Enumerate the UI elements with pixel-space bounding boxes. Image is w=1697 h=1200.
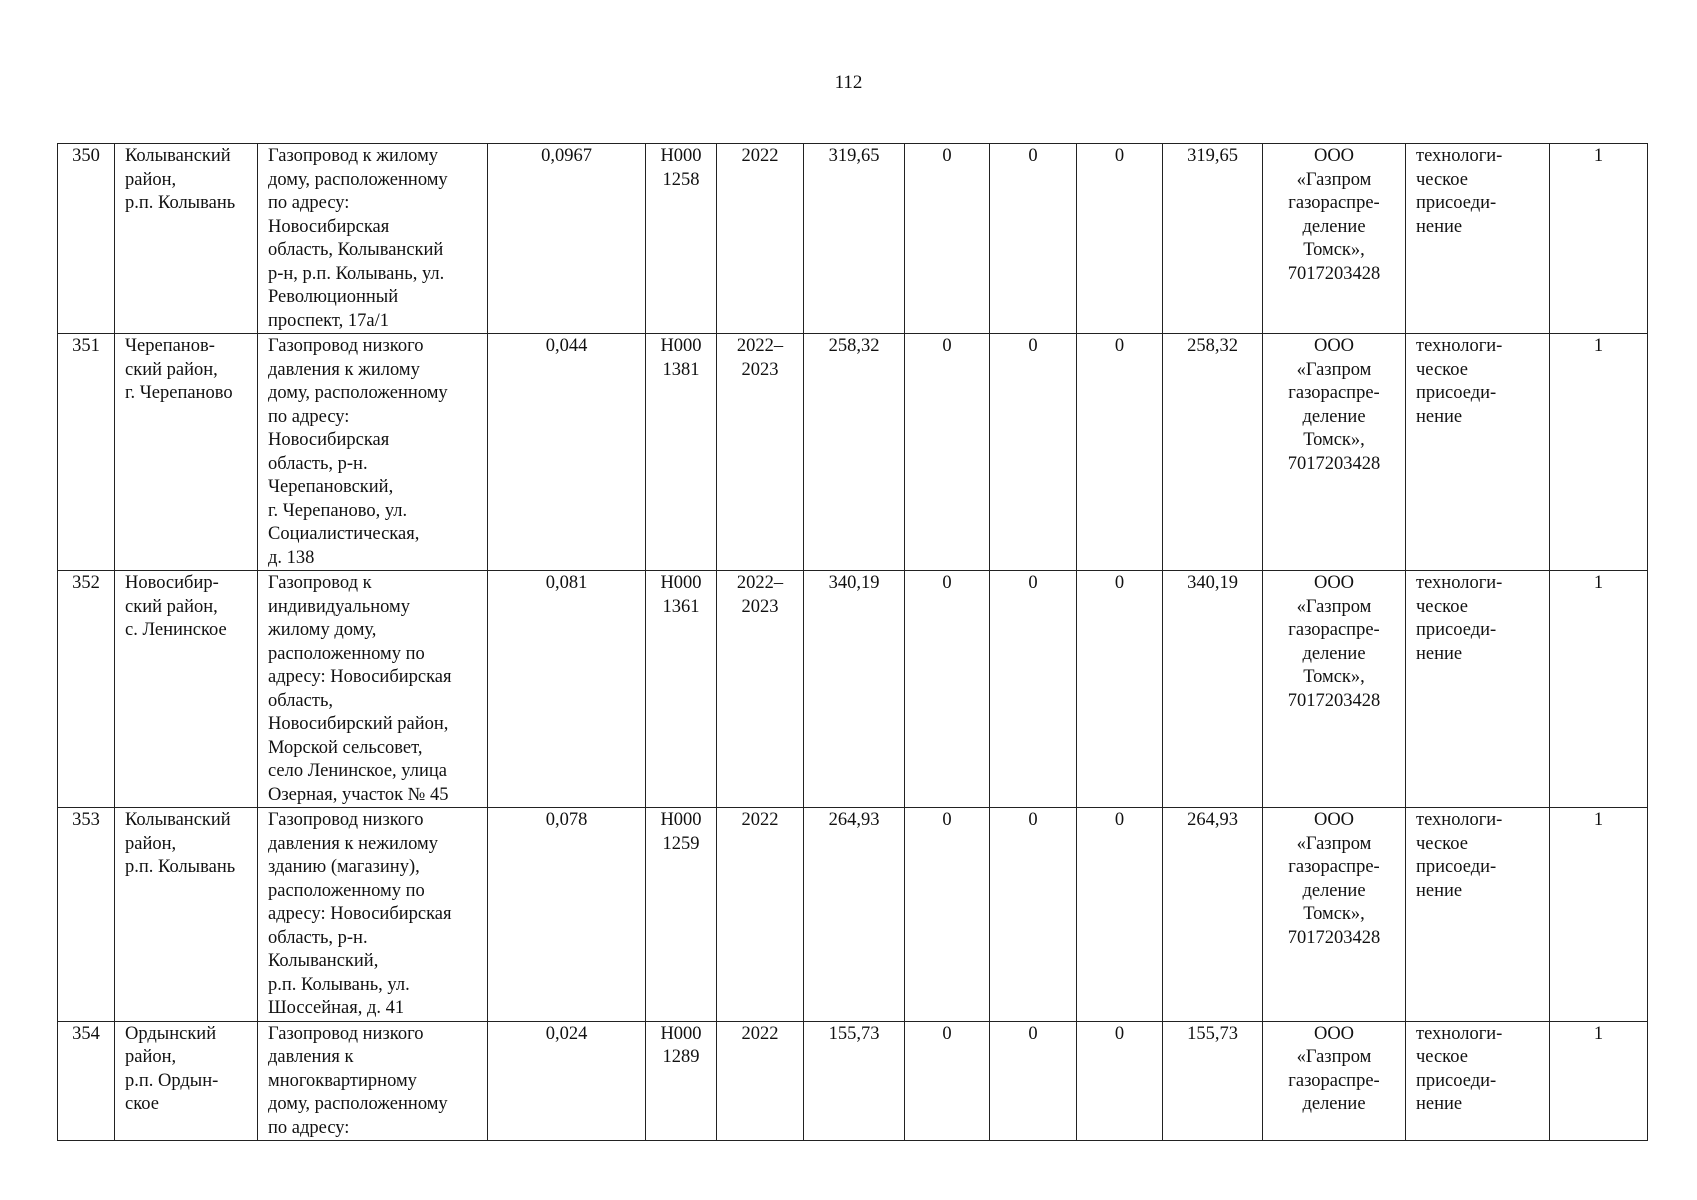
cell-purpose-line: технологи- [1416,810,1503,830]
cell-district-line: г. Черепаново [125,383,233,403]
cell-value-3: 0 [1077,334,1163,571]
cell-length: 0,0967 [488,144,646,334]
cell-cost-total: 340,19 [804,571,905,808]
cell-organization-line: деление [1302,406,1366,427]
cell-code-line: 1361 [662,596,700,617]
cell-description-line: проспект, 17а/1 [268,310,389,331]
cell-district [115,334,258,571]
data-table [57,143,1648,1141]
cell-purpose-line: присоеди- [1416,193,1497,213]
cell-cost-final: 340,19 [1163,571,1263,808]
cell-description-line: область, [268,690,334,711]
cell-district-line: ский район, [125,359,218,380]
cell-purpose-line: нение [1416,880,1463,901]
cell-organization [1263,144,1406,334]
cell-years-line: 2022 [741,1023,779,1044]
cell-description-line: область, р-н. [268,927,368,948]
cell-description-line: жилому дому, [268,620,377,640]
cell-number: 350 [58,144,115,334]
cell-organization-line: деление [1302,643,1366,664]
cell-purpose [1406,144,1550,334]
cell-district-line: р.п. Ордын- [125,1070,219,1091]
cell-district-line: ский район, [125,596,218,617]
cell-description-line: область, Колыванский [268,240,444,260]
cell-purpose-line: присоеди- [1416,383,1497,403]
cell-count: 1 [1550,1021,1648,1141]
cell-cost-final: 155,73 [1163,1021,1263,1141]
cell-code-line: Н000 [660,336,702,356]
cell-district [115,808,258,1022]
cell-purpose-line: нение [1416,406,1463,427]
cell-description-line: Газопровод низкого [268,336,424,356]
cell-cost-final: 319,65 [1163,144,1263,334]
cell-description [258,1021,488,1141]
cell-value-3: 0 [1077,144,1163,334]
cell-description-line: Газопровод низкого [268,1023,424,1044]
cell-description-line: по адресу: [268,406,350,427]
cell-purpose-line: ческое [1416,359,1468,380]
cell-description-line: давления к нежилому [268,833,438,854]
cell-value-3: 0 [1077,571,1163,808]
cell-code [646,144,717,334]
cell-organization-line: газораспре- [1288,857,1380,877]
cell-description-line: Новосибирская [268,216,390,237]
cell-organization-line: ООО [1313,573,1355,593]
cell-description-line: расположенному по [268,880,425,901]
cell-description [258,144,488,334]
cell-code-line: 1259 [662,833,700,854]
cell-description-line: р-н, р.п. Колывань, ул. [268,263,445,284]
cell-organization-line: газораспре- [1288,193,1380,213]
cell-organization-line: деление [1302,880,1366,901]
cell-organization-line: деление [1302,1094,1366,1114]
cell-number: 351 [58,334,115,571]
cell-purpose [1406,334,1550,571]
cell-purpose-line: нение [1416,1094,1463,1114]
cell-organization-line: газораспре- [1288,620,1380,640]
cell-description-line: Газопровод к [268,573,372,593]
cell-organization-line: «Газпром [1296,359,1372,380]
cell-cost-final: 258,32 [1163,334,1263,571]
cell-code-line: Н000 [660,146,702,166]
cell-years [717,808,804,1022]
cell-number: 354 [58,1021,115,1141]
cell-purpose-line: технологи- [1416,146,1503,166]
cell-district-line: Ордынский [125,1023,217,1044]
cell-cost-total: 258,32 [804,334,905,571]
cell-organization-line: 7017203428 [1287,263,1381,284]
cell-description [258,808,488,1022]
cell-code-line: Н000 [660,573,702,593]
cell-years [717,334,804,571]
table-row [58,571,1648,808]
cell-code [646,334,717,571]
cell-description-line: по адресу: [268,193,350,213]
cell-organization-line: ООО [1313,810,1355,830]
table-row [58,808,1648,1022]
cell-value-1: 0 [905,571,990,808]
cell-value-2: 0 [990,571,1077,808]
cell-description-line: Морской сельсовет, [268,737,423,758]
cell-description-line: Газопровод низкого [268,810,424,830]
cell-code [646,1021,717,1141]
cell-organization-line: газораспре- [1288,383,1380,403]
cell-value-1: 0 [905,1021,990,1141]
cell-organization-line: Томск», [1303,667,1365,687]
cell-district-line: район, [125,833,177,854]
cell-years-line: 2023 [741,596,779,617]
cell-description-line: р.п. Колывань, ул. [268,974,410,995]
cell-organization-line: «Газпром [1296,169,1372,190]
cell-purpose-line: ческое [1416,833,1468,854]
cell-years-line: 2022– [736,336,784,356]
cell-description-line: по адресу: [268,1117,350,1138]
cell-value-3: 0 [1077,808,1163,1022]
cell-purpose-line: технологи- [1416,573,1503,593]
cell-value-3: 0 [1077,1021,1163,1141]
cell-years-line: 2022– [736,573,784,593]
cell-organization-line: «Газпром [1296,833,1372,854]
cell-description-line: давления к жилому [268,359,420,380]
table-row [58,334,1648,571]
cell-purpose-line: нение [1416,216,1463,237]
cell-organization [1263,571,1406,808]
cell-organization [1263,1021,1406,1141]
cell-district-line: Новосибир- [125,573,219,593]
cell-code-line: 1381 [662,359,700,380]
cell-organization-line: ООО [1313,146,1355,166]
cell-description-line: Колыванский, [268,951,379,971]
cell-description-line: дому, расположенному [268,169,448,190]
cell-purpose [1406,808,1550,1022]
cell-length: 0,081 [488,571,646,808]
cell-description-line: Новосибирская [268,430,390,450]
cell-description-line: многоквартирному [268,1070,417,1091]
table-row [58,144,1648,334]
cell-district [115,1021,258,1141]
cell-code [646,808,717,1022]
cell-description-line: расположенному по [268,643,425,664]
cell-organization [1263,808,1406,1022]
cell-organization-line: 7017203428 [1287,927,1381,948]
cell-value-2: 0 [990,334,1077,571]
cell-value-2: 0 [990,1021,1077,1141]
cell-purpose-line: присоеди- [1416,857,1497,877]
cell-purpose-line: ческое [1416,596,1468,617]
cell-code-line: Н000 [660,1023,702,1044]
cell-purpose [1406,571,1550,808]
cell-district-line: Колыванский [125,146,231,166]
page-number: 112 [834,72,863,93]
cell-count: 1 [1550,334,1648,571]
cell-description-line: Озерная, участок № 45 [268,784,449,805]
cell-number: 352 [58,571,115,808]
cell-cost-final: 264,93 [1163,808,1263,1022]
cell-count: 1 [1550,144,1648,334]
cell-years [717,144,804,334]
cell-organization-line: деление [1302,216,1366,237]
cell-purpose-line: нение [1416,643,1463,664]
cell-district-line: район, [125,1047,177,1067]
cell-description-line: давления к [268,1047,354,1067]
cell-district-line: Колыванский [125,810,231,830]
cell-length: 0,024 [488,1021,646,1141]
cell-count: 1 [1550,808,1648,1022]
cell-purpose-line: присоеди- [1416,620,1497,640]
cell-cost-total: 264,93 [804,808,905,1022]
cell-cost-total: 155,73 [804,1021,905,1141]
cell-purpose-line: ческое [1416,1047,1468,1067]
cell-description-line: Новосибирский район, [268,714,449,734]
cell-code [646,571,717,808]
cell-value-2: 0 [990,144,1077,334]
cell-description-line: индивидуальному [268,596,410,617]
cell-count: 1 [1550,571,1648,808]
cell-length: 0,044 [488,334,646,571]
cell-organization-line: Томск», [1303,240,1365,260]
cell-years-line: 2023 [741,359,779,380]
cell-district-line: с. Ленинское [125,620,227,640]
cell-description-line: село Ленинское, улица [268,761,447,781]
cell-value-1: 0 [905,334,990,571]
cell-years-line: 2022 [741,146,779,166]
cell-description-line: Социалистическая, [268,524,420,544]
cell-description-line: область, р-н. [268,453,368,474]
cell-description-line: Черепановский, [268,477,394,497]
cell-description-line: дому, расположенному [268,1094,448,1114]
table-body [58,144,1648,1141]
cell-description-line: Революционный [268,287,399,307]
cell-purpose-line: технологи- [1416,336,1503,356]
cell-years [717,1021,804,1141]
cell-description-line: Шоссейная, д. 41 [268,998,405,1018]
cell-description [258,334,488,571]
cell-value-1: 0 [905,144,990,334]
cell-district-line: ское [125,1094,159,1114]
cell-description-line: зданию (магазину), [268,857,420,877]
cell-organization-line: 7017203428 [1287,690,1381,711]
cell-years-line: 2022 [741,810,779,830]
cell-description-line: д. 138 [268,547,315,568]
cell-description-line: адресу: Новосибирская [268,667,452,687]
cell-organization-line: «Газпром [1296,1047,1372,1067]
cell-code-line: Н000 [660,810,702,830]
cell-length: 0,078 [488,808,646,1022]
cell-code-line: 1289 [662,1047,700,1067]
cell-number: 353 [58,808,115,1022]
cell-description-line: г. Черепаново, ул. [268,500,408,521]
cell-description-line: дому, расположенному [268,383,448,403]
cell-purpose-line: технологи- [1416,1023,1503,1044]
cell-years [717,571,804,808]
table-row [58,1021,1648,1141]
cell-cost-total: 319,65 [804,144,905,334]
cell-organization-line: «Газпром [1296,596,1372,617]
cell-organization-line: Томск», [1303,904,1365,924]
cell-organization-line: 7017203428 [1287,453,1381,474]
cell-organization-line: газораспре- [1288,1070,1380,1091]
cell-district-line: р.п. Колывань [125,857,236,877]
cell-description-line: Газопровод к жилому [268,146,439,166]
cell-district [115,144,258,334]
cell-organization-line: ООО [1313,1023,1355,1044]
cell-district-line: район, [125,169,177,190]
cell-description [258,571,488,808]
cell-value-1: 0 [905,808,990,1022]
cell-purpose-line: присоеди- [1416,1070,1497,1091]
cell-district-line: р.п. Колывань [125,193,236,213]
cell-district-line: Черепанов- [125,336,215,356]
cell-district [115,571,258,808]
cell-organization [1263,334,1406,571]
cell-organization-line: Томск», [1303,430,1365,450]
cell-organization-line: ООО [1313,336,1355,356]
cell-description-line: адресу: Новосибирская [268,904,452,924]
cell-code-line: 1258 [662,169,700,190]
cell-purpose-line: ческое [1416,169,1468,190]
cell-purpose [1406,1021,1550,1141]
cell-value-2: 0 [990,808,1077,1022]
